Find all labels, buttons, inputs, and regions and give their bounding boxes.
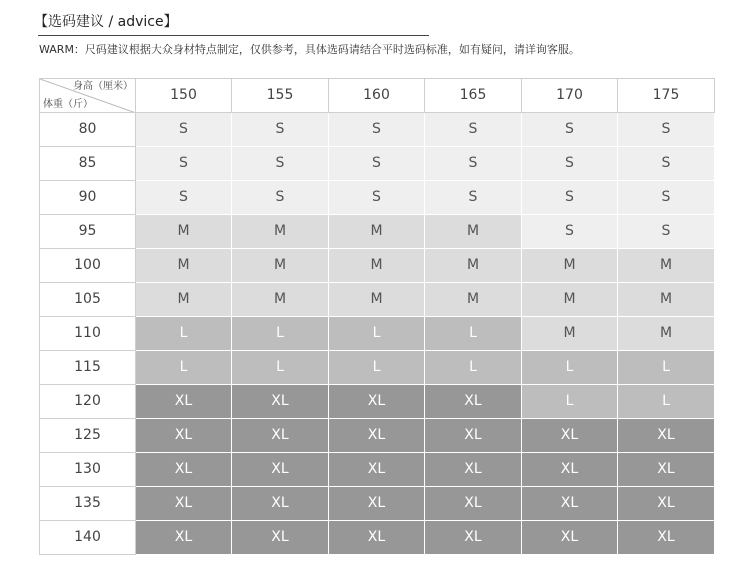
table-row — [40, 283, 715, 317]
size-cell: L — [522, 385, 618, 419]
size-cell: M — [136, 249, 232, 283]
table-row — [40, 181, 715, 215]
size-cell: XL — [232, 453, 329, 487]
table-row — [40, 113, 715, 147]
size-cell: M — [618, 249, 715, 283]
size-cell: XL — [425, 521, 522, 555]
table-row — [40, 453, 715, 487]
size-cell: M — [425, 249, 522, 283]
corner-cell — [40, 79, 136, 113]
size-cell: M — [329, 249, 425, 283]
size-cell: XL — [232, 419, 329, 453]
size-cell: XL — [425, 487, 522, 521]
size-cell: M — [522, 283, 618, 317]
table-row — [40, 419, 715, 453]
height-header-175: 175 — [618, 79, 715, 113]
size-cell: M — [232, 283, 329, 317]
size-cell: XL — [232, 385, 329, 419]
size-table-body — [40, 79, 715, 555]
size-cell: M — [618, 317, 715, 351]
size-cell: L — [618, 351, 715, 385]
size-cell: XL — [522, 453, 618, 487]
size-cell: XL — [232, 521, 329, 555]
weight-cell: 140 — [40, 521, 136, 555]
size-cell: XL — [522, 419, 618, 453]
size-cell: S — [425, 147, 522, 181]
size-cell: S — [232, 147, 329, 181]
weight-cell: 135 — [40, 487, 136, 521]
size-cell: XL — [618, 521, 715, 555]
size-cell: XL — [425, 419, 522, 453]
size-cell: M — [232, 215, 329, 249]
size-cell: M — [232, 249, 329, 283]
size-cell: S — [425, 181, 522, 215]
size-cell: M — [522, 317, 618, 351]
size-cell: XL — [425, 385, 522, 419]
weight-cell: 100 — [40, 249, 136, 283]
size-cell: XL — [329, 419, 425, 453]
height-header-row — [40, 79, 715, 113]
size-cell: S — [618, 215, 715, 249]
size-cell: XL — [232, 487, 329, 521]
size-cell: L — [522, 351, 618, 385]
size-cell: XL — [136, 419, 232, 453]
weight-cell: 120 — [40, 385, 136, 419]
table-row — [40, 215, 715, 249]
size-cell: L — [136, 317, 232, 351]
size-cell: XL — [329, 385, 425, 419]
size-cell: S — [329, 147, 425, 181]
weight-cell: 95 — [40, 215, 136, 249]
size-cell: M — [425, 215, 522, 249]
weight-cell: 115 — [40, 351, 136, 385]
size-cell: XL — [522, 487, 618, 521]
table-row — [40, 147, 715, 181]
size-cell: S — [136, 147, 232, 181]
height-header-165: 165 — [425, 79, 522, 113]
weight-cell: 90 — [40, 181, 136, 215]
size-cell: S — [329, 113, 425, 147]
size-cell: S — [136, 181, 232, 215]
size-cell: L — [425, 351, 522, 385]
size-cell: XL — [618, 487, 715, 521]
size-cell: L — [232, 317, 329, 351]
size-cell: S — [522, 147, 618, 181]
height-header-150: 150 — [136, 79, 232, 113]
size-cell: XL — [618, 419, 715, 453]
table-row — [40, 351, 715, 385]
weight-cell: 130 — [40, 453, 136, 487]
table-row — [40, 385, 715, 419]
size-cell: S — [522, 215, 618, 249]
title-underline — [38, 35, 429, 36]
size-cell: L — [425, 317, 522, 351]
size-cell: M — [136, 283, 232, 317]
weight-cell: 125 — [40, 419, 136, 453]
size-cell: XL — [618, 453, 715, 487]
size-cell: L — [618, 385, 715, 419]
size-cell: S — [618, 147, 715, 181]
size-cell: XL — [522, 521, 618, 555]
height-axis-label: 身高（厘米） — [73, 81, 133, 92]
table-row — [40, 521, 715, 555]
weight-axis-label: 体重（斤） — [43, 99, 93, 110]
size-cell: M — [425, 283, 522, 317]
size-cell: XL — [329, 487, 425, 521]
weight-cell: 85 — [40, 147, 136, 181]
size-cell: M — [618, 283, 715, 317]
table-row — [40, 317, 715, 351]
weight-cell: 80 — [40, 113, 136, 147]
size-cell: L — [329, 317, 425, 351]
size-cell: M — [329, 283, 425, 317]
size-cell: XL — [425, 453, 522, 487]
size-cell: S — [618, 113, 715, 147]
size-cell: XL — [136, 385, 232, 419]
weight-cell: 110 — [40, 317, 136, 351]
size-cell: XL — [136, 487, 232, 521]
height-header-155: 155 — [232, 79, 329, 113]
size-cell: S — [329, 181, 425, 215]
size-cell: XL — [136, 521, 232, 555]
size-cell: S — [232, 181, 329, 215]
size-cell: S — [522, 181, 618, 215]
size-cell: S — [618, 181, 715, 215]
table-row — [40, 249, 715, 283]
size-cell: XL — [136, 453, 232, 487]
size-cell: M — [329, 215, 425, 249]
size-cell: S — [232, 113, 329, 147]
size-cell: M — [136, 215, 232, 249]
warm-note: WARM：尺码建议根据大众身材特点制定，仅供参考，具体选码请结合平时选码标准，如有疑问，请详询客服。 — [39, 43, 580, 56]
size-cell: L — [136, 351, 232, 385]
size-cell: S — [522, 113, 618, 147]
height-header-170: 170 — [522, 79, 618, 113]
size-cell: L — [329, 351, 425, 385]
size-cell: XL — [329, 453, 425, 487]
weight-cell: 105 — [40, 283, 136, 317]
size-cell: M — [522, 249, 618, 283]
height-header-160: 160 — [329, 79, 425, 113]
table-row — [40, 487, 715, 521]
size-cell: S — [136, 113, 232, 147]
size-cell: L — [232, 351, 329, 385]
section-title: 【选码建议 / advice】 — [34, 14, 178, 30]
size-cell: S — [425, 113, 522, 147]
size-cell: XL — [329, 521, 425, 555]
size-recommendation-table — [39, 78, 715, 555]
